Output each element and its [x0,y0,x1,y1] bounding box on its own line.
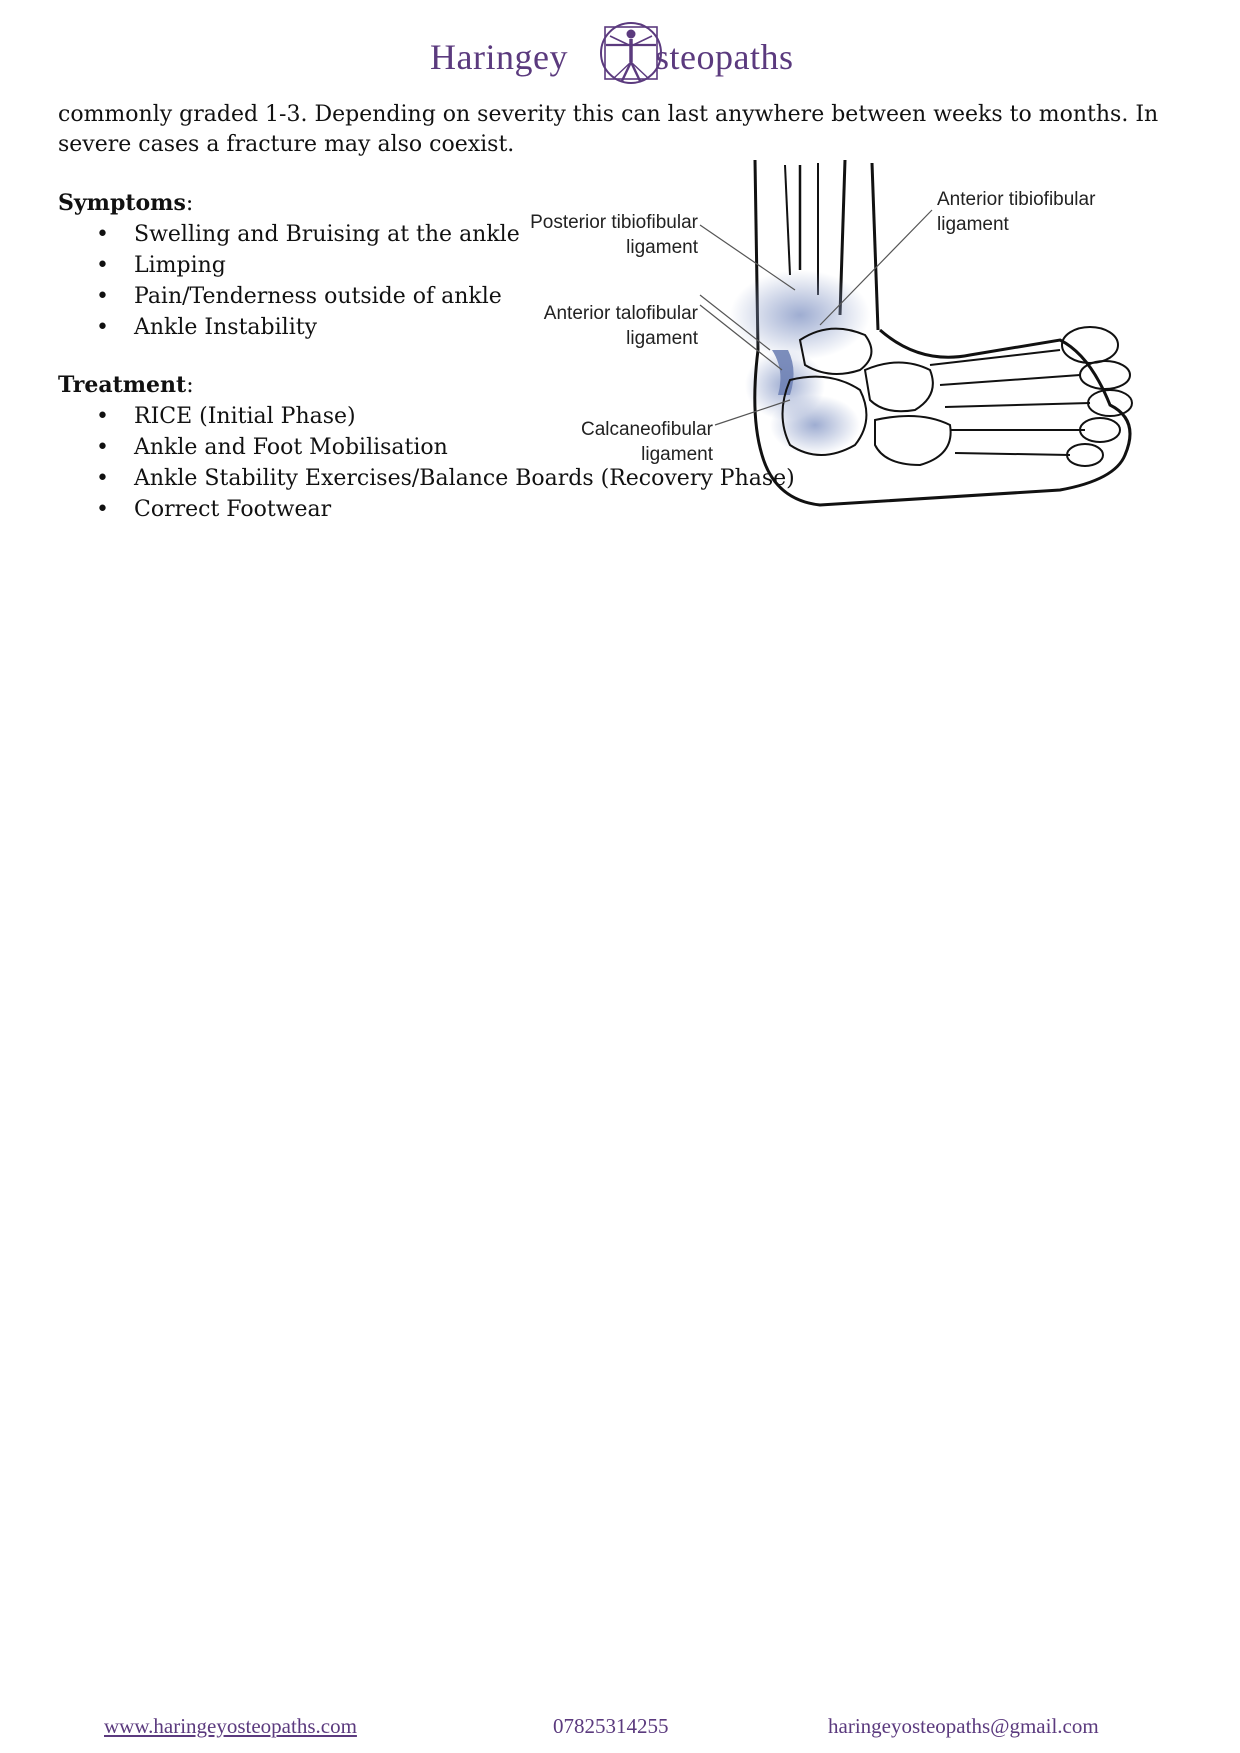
list-item: • Swelling and Bruising at the ankle [58,219,520,250]
treatment-heading-text: Treatment [58,372,187,398]
email-address: haringeyosteopaths@gmail.com [828,1714,1099,1738]
label-line: Posterior tibiofibular [530,212,698,233]
symptoms-heading: Symptoms: [58,190,194,216]
list-item: • Limping [58,250,520,281]
label-posterior-tibiofibular [500,210,698,260]
list-item: • Ankle Stability Exercises/Balance Boards (Recovery Phase) [58,463,795,494]
website-link[interactable]: www.haringeyosteopaths.com [104,1714,357,1738]
page-header [0,14,1240,84]
treatment-heading: Treatment: [58,372,194,398]
symptoms-heading-text: Symptoms [58,190,186,216]
ankle-ligament-figure [500,155,1150,525]
label-line: Anterior talofibular [543,303,698,324]
label-anterior-tibiofibular [937,187,1137,237]
label-calcaneofibular [500,417,713,467]
brand-name-left: Haringey [430,37,568,77]
label-line: ligament [626,237,698,258]
phone-number: 07825314255 [553,1714,669,1738]
intro-paragraph: commonly graded 1-3. Depending on severity this can last anywhere between weeks to months. In severe cases a fracture may also coexist. [58,102,1159,157]
label-line: Calcaneofibular [580,419,713,440]
label-line: Anterior tibiofibular [937,189,1096,210]
list-item: • Correct Footwear [58,494,795,525]
symptoms-list [58,219,520,343]
list-item: • Pain/Tenderness outside of ankle [58,281,520,312]
label-line: ligament [626,328,698,349]
list-item: • Ankle Instability [58,312,520,343]
list-item: • Ankle and Foot Mobilisation [58,432,795,463]
brand-name-right: steopaths [655,37,794,77]
label-line: ligament [641,444,713,465]
page-footer [0,1714,1240,1746]
list-item: • RICE (Initial Phase) [58,401,795,432]
label-anterior-talofibular [500,301,698,351]
label-line: ligament [937,214,1009,235]
